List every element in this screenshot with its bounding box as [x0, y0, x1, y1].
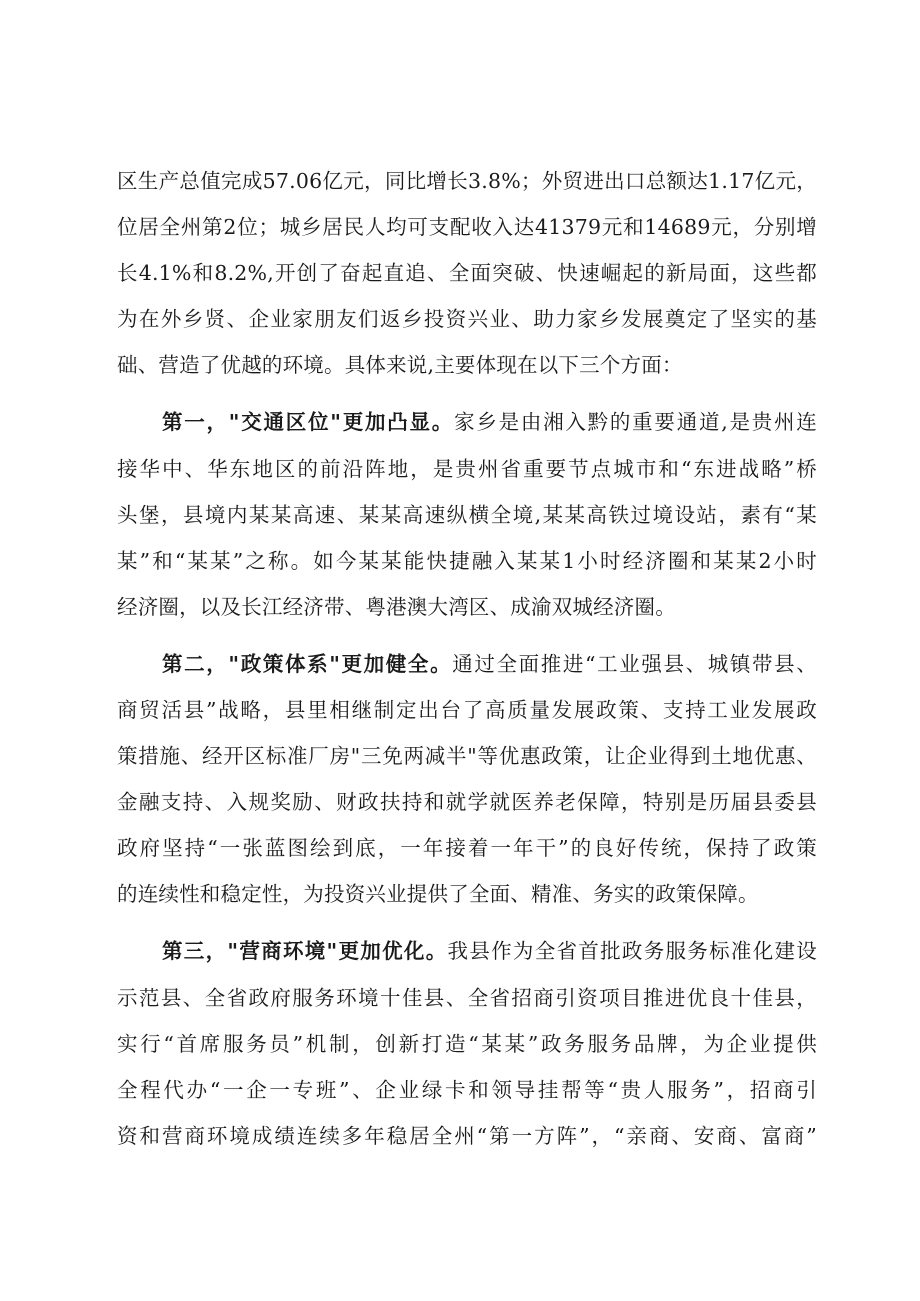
- paragraph-line: 全程代办“一企一专班”、企业绿卡和领导挂帮等“贵人服务”，招商引: [117, 1078, 817, 1102]
- paragraph-line: 资和营商环境成绩连续多年稳居全州“第一方阵”，“亲商、安商、富商”: [117, 1124, 817, 1148]
- paragraph-first-line: [162, 407, 817, 437]
- section-heading: 第二，"政策体系"更加健全。: [162, 652, 453, 676]
- paragraph-first-line: [162, 649, 817, 679]
- paragraph-line: 示范县、全省政府服务环境十佳县、全省招商引资项目推进优良十佳县，: [117, 986, 817, 1010]
- paragraph-line: 接华中、华东地区的前沿阵地，是贵州省重要节点城市和“东进战略”桥: [117, 457, 817, 481]
- paragraph-line: 的连续性和稳定性，为投资兴业提供了全面、精准、务实的政策保障。: [117, 882, 759, 906]
- paragraph-line: 头堡，县境内某某高速、某某高速纵横全境,某某高铁过境设站，素有“某: [117, 503, 817, 527]
- paragraph-line: 金融支持、入规奖励、财政扶持和就学就医养老保障，特别是历届县委县: [117, 790, 817, 814]
- paragraph-text: 我县作为全省首批政务服务标准化建设: [447, 939, 817, 963]
- paragraph-line: 经济圈，以及长江经济带、粤港澳大湾区、成渝双城经济圈。: [117, 595, 676, 619]
- paragraph-line: 长4.1%和8.2%,开创了奋起直追、全面突破、快速崛起的新局面，这些都: [117, 261, 817, 285]
- paragraph-line: 某”和“某某”之称。如今某某能快捷融入某某1小时经济圈和某某2小时: [117, 549, 817, 573]
- section-heading: 第三，"营商环境"更加优化。: [162, 939, 448, 963]
- paragraph-first-line: [162, 936, 817, 966]
- paragraph-text: 家乡是由湘入黔的重要通道,是贵州连: [454, 410, 817, 434]
- paragraph-line: 政府坚持“一张蓝图绘到底，一年接着一年干”的良好传统，保持了政策: [117, 836, 817, 860]
- paragraph-line: 策措施、经开区标准厂房"三免两减半"等优惠政策，让企业得到土地优惠、: [117, 744, 817, 768]
- paragraph-line: 础、营造了优越的环境。具体来说,主要体现在以下三个方面：: [117, 353, 683, 377]
- paragraph-line: 商贸活县”战略，县里相继制定出台了高质量发展政策、支持工业发展政: [117, 698, 817, 722]
- paragraph-text: 通过全面推进“工业强县、城镇带县、: [452, 652, 817, 676]
- paragraph-line: 实行“首席服务员”机制，创新打造“某某”政务服务品牌，为企业提供: [117, 1032, 817, 1056]
- paragraph-line: 位居全州第2位；城乡居民人均可支配收入达41379元和14689元，分别增: [117, 215, 817, 239]
- paragraph-line: 为在外乡贤、企业家朋友们返乡投资兴业、助力家乡发展奠定了坚实的基: [117, 307, 817, 331]
- section-heading: 第一，"交通区位"更加凸显。: [162, 410, 455, 434]
- paragraph-line: 区生产总值完成57.06亿元，同比增长3.8%；外贸进出口总额达1.17亿元，: [117, 169, 817, 193]
